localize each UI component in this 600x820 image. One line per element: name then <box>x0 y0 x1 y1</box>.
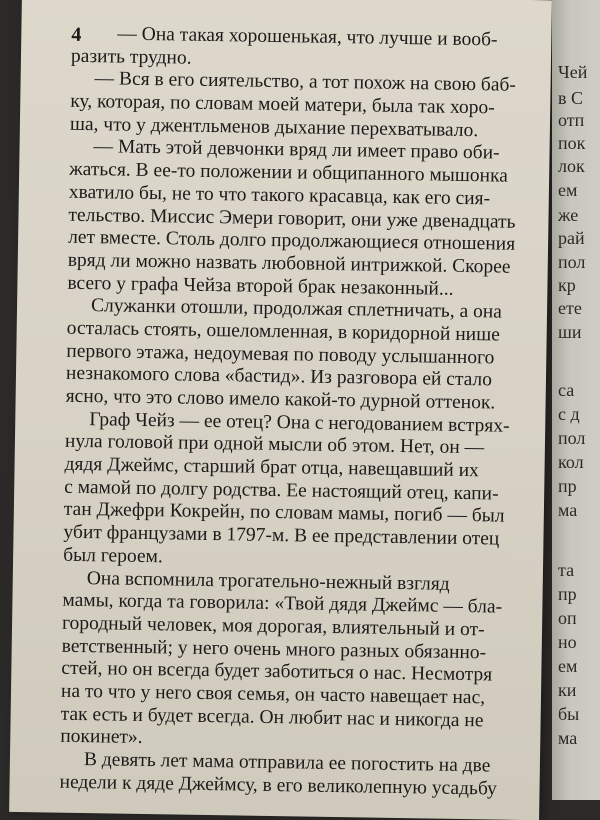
text-line: был героем. <box>62 544 163 568</box>
right-page-text-fragment: отп <box>558 110 585 130</box>
right-book-page-edge <box>552 0 600 800</box>
right-page-text-fragment: лок <box>558 156 585 176</box>
right-page-text-fragment: же <box>558 205 579 225</box>
right-page-text-fragment: ки <box>558 680 577 700</box>
text-line: ветственный; у него очень много разных обязанно- <box>61 635 487 663</box>
text-line: тан Джефри Кокрейн, по словам мамы, погиб — был <box>63 499 505 528</box>
text-line: жаться. В ее-то положении и общипанного мышонка <box>69 158 509 187</box>
text-line: — Мать этой девчонки вряд ли имеет право оби- <box>93 136 500 164</box>
text-line: В девять лет мама отправила ее погостить на две <box>83 749 491 777</box>
text-line: — Вся в его сиятельство, а тот похож на свою баб- <box>94 68 517 97</box>
text-line: первого этажа, недоумевая по поводу услышанного <box>66 340 495 369</box>
text-line: покинет». <box>60 726 143 749</box>
text-line: ясно, что это слово имело какой-то дурной оттенок. <box>65 385 496 414</box>
text-line: тельство. Миссис Эмери говорит, они уже двенадцать <box>68 204 516 233</box>
text-line: незнакомого слова «бастид». Из разговора ей стало <box>65 363 493 391</box>
text-line: с мамой по долгу родства. Ее настоящий отец, капи- <box>64 476 499 505</box>
right-page-text-fragment: пр <box>558 584 577 604</box>
right-page-text-fragment: кол <box>558 452 584 472</box>
right-page-text-fragment: ма <box>558 728 578 748</box>
right-page-text-fragment: ем <box>558 656 578 676</box>
right-page-text-fragment: оп <box>558 608 577 628</box>
right-page-text-fragment: с д <box>558 404 580 424</box>
text-line: — Она такая хорошенькая, что лучше и вооб- <box>117 23 498 51</box>
right-page-text-fragment: пок <box>558 133 586 153</box>
right-page-text-fragment: бы <box>558 704 580 724</box>
text-line: Граф Чейз — ее отец? Она с негодованием встрях- <box>89 408 510 437</box>
text-line: хватило бы, не то что такого красавца, как его сия- <box>68 181 491 210</box>
right-page-text-fragment: ете <box>558 298 582 318</box>
right-page-text-fragment: кр <box>558 275 576 295</box>
body-text <box>59 23 541 802</box>
text-line: стей, но он всегда будет заботиться о нас. Несмотря <box>61 657 493 686</box>
right-page-text-fragment: та <box>558 560 575 580</box>
text-line: мамы, когда та говорила: «Твой дядя Джеймс — бла- <box>62 589 503 618</box>
page-number: 4 <box>71 23 82 46</box>
text-line: убит французами в 1797-м. В ее представлении отец <box>63 521 500 550</box>
text-line: так есть и будет всегда. Он любит нас и никогда не <box>60 703 484 731</box>
right-page-text-fragment: ем <box>558 180 578 200</box>
text-line: Служанки отошли, продолжая сплетничать, а она <box>90 295 503 323</box>
right-page-text-fragment: ши <box>558 322 582 342</box>
right-page-text-fragment: са <box>558 380 575 400</box>
right-page-text-fragment: рай <box>558 228 585 248</box>
right-page-text-fragment: ма <box>558 500 578 520</box>
text-line: всего у графа Чейза второй брак незаконный... <box>67 272 454 300</box>
left-book-page <box>9 0 552 820</box>
text-line: вряд ли можно назвать любовной интрижкой. Скорее <box>67 249 511 278</box>
text-line: разить трудно. <box>70 45 192 69</box>
text-line: на то что у него своя семья, он часто навещает нас, <box>60 680 486 709</box>
right-page-text-fragment: но <box>558 632 577 652</box>
text-line: нула головой при одной мысли об этом. Нет, он — <box>64 431 485 459</box>
text-line: лет вместе. Столь долго продолжающиеся отношения <box>67 226 516 255</box>
text-line: ку, которая, по словам моей матери, была так хоро- <box>70 90 495 119</box>
text-line: ша, что у джентльменов дыхание перехватывало. <box>69 113 479 141</box>
text-line: Она вспомнила трогательно-нежный взгляд <box>86 567 450 595</box>
right-page-text-fragment: Чей <box>558 62 588 82</box>
text-line: городный человек, моя дорогая, влиятельный и от- <box>61 612 485 641</box>
text-line: недели к дяде Джеймсу, в его великолепную усадьбу <box>59 771 498 800</box>
right-page-text-fragment: пол <box>558 428 586 448</box>
right-page-text-fragment: пр <box>558 476 577 496</box>
right-page-text-fragment: в С <box>558 88 584 108</box>
text-line: дядя Джеймс, старший брат отца, навещавший их <box>64 453 480 482</box>
right-page-text-fragment: пол <box>558 252 586 272</box>
text-line: осталась стоять, ошеломленная, в коридорной нише <box>66 317 501 346</box>
